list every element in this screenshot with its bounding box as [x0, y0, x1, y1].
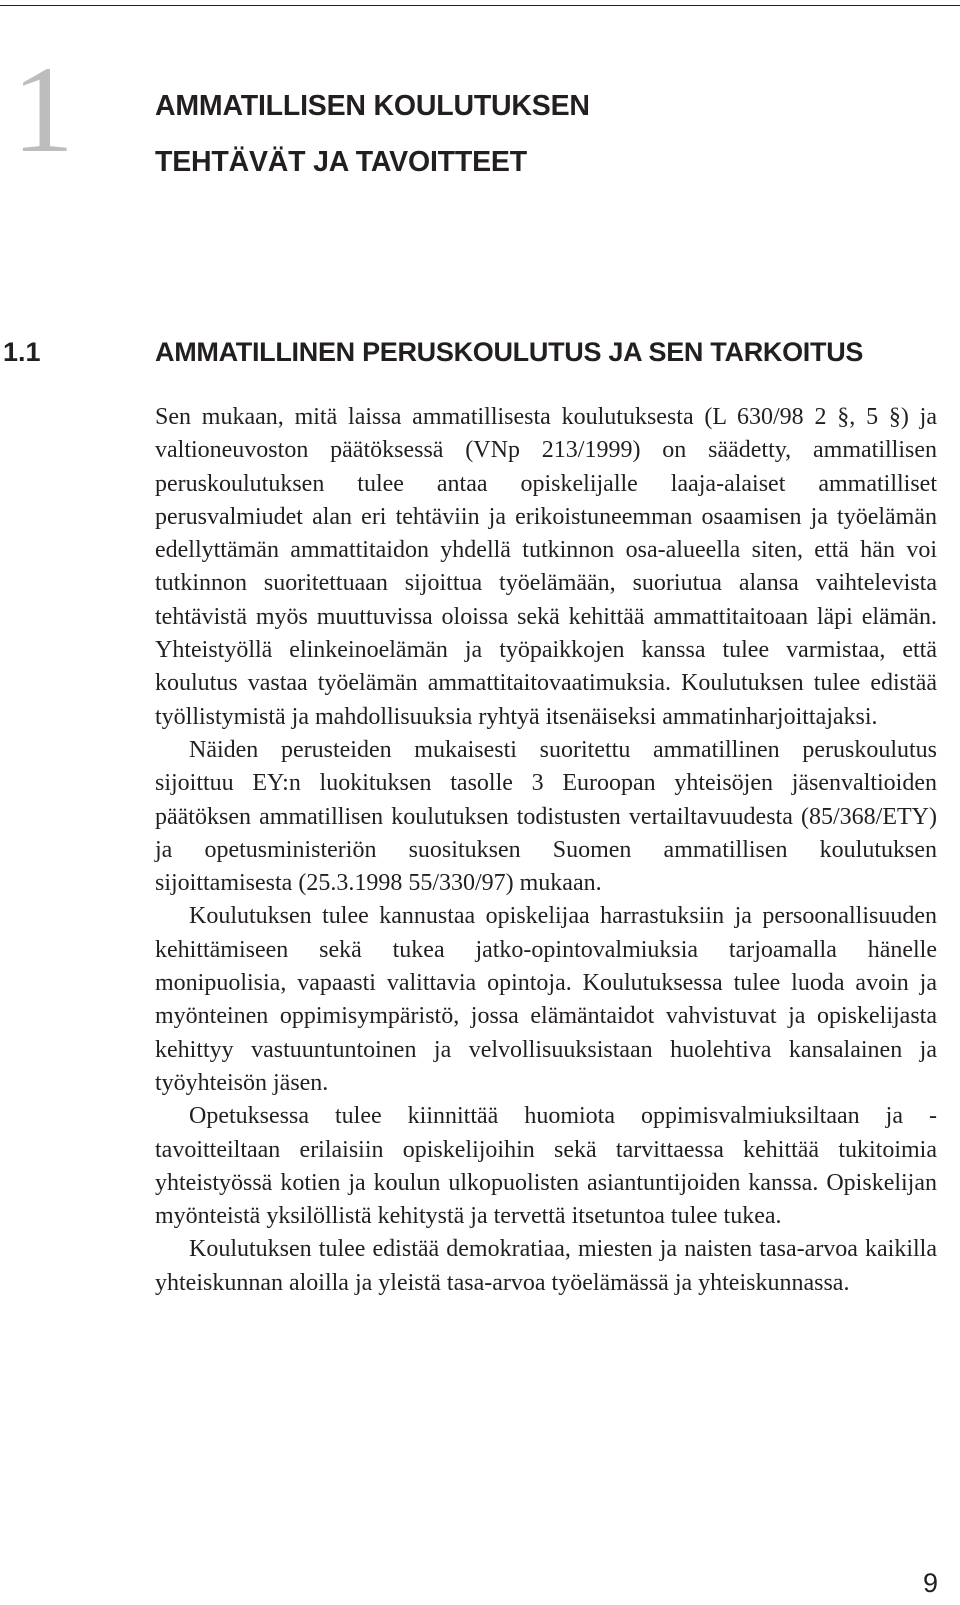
section-title: AMMATILLINEN PERUSKOULUTUS JA SEN TARKOITUS	[155, 337, 864, 367]
body-text	[155, 401, 937, 1300]
paragraph-4: Opetuksessa tulee kiinnittää huomiota oppimisvalmiuksiltaan ja -tavoitteiltaan erilaisiin opiskelijoihin sekä tarvittaessa kehittää tukitoimia yhteistyössä kotien ja koulun ulkopuolisten asiantuntijoiden kanssa. Opiskelijan myönteistä yksilöllistä kehitystä ja tervettä itsetuntoa tulee tukea.	[155, 1103, 937, 1230]
paragraph-5: Koulutuksen tulee edistää demokratiaa, miesten ja naisten tasa-arvoa kaikilla yhteiskunnan aloilla ja yleistä tasa-arvoa työelämässä ja yhteiskunnassa.	[155, 1236, 937, 1296]
chapter-title-line-2: TEHTÄVÄT JA TAVOITTEET	[155, 146, 527, 178]
top-rule	[0, 5, 960, 6]
chapter-number: 1	[12, 41, 74, 178]
page-number: 9	[922, 1568, 938, 1598]
chapter-title-line-1: AMMATILLISEN KOULUTUKSEN	[155, 90, 590, 122]
paragraph-2: Näiden perusteiden mukaisesti suoritettu ammatillinen peruskoulutus sijoittuu EY:n luokituksen tasolle 3 Euroopan yhteisöjen jäsenvaltioiden päätöksen ammatillisen koulutuksen todistusten vertailtavuudesta (85/368/ETY) ja opetusministeriön suosituksen Suomen ammatillisen koulutuksen sijoittamisesta (25.3.1998 55/330/97) mukaan.	[155, 736, 937, 897]
section-number: 1.1	[3, 337, 41, 367]
chapter-title	[155, 78, 590, 190]
paragraph-3: Koulutuksen tulee kannustaa opiskelijaa harrastuksiin ja persoonallisuuden kehittämiseen sekä tukea jatko-opintovalmiuksia tarjoamalla hänelle monipuolisia, vapaasti valittavia opintoja. Koulutuksessa tulee luoda avoin ja myönteinen oppimisympäristö, jossa elämäntaidot vahvistuvat ja opiskelijasta kehittyy vastuuntuntoinen ja velvollisuuksistaan huolehtiva kansalainen ja työyhteisön jäsen.	[155, 903, 937, 1096]
paragraph-1: Sen mukaan, mitä laissa ammatillisesta koulutuksesta (L 630/98 2 §, 5 §) ja valtioneuvoston päätöksessä (VNp 213/1999) on säädetty, ammatillisen peruskoulutuksen tulee antaa opiskelijalle laaja-alaiset ammatilliset perusvalmiudet alan eri tehtäviin ja erikoistuneemman osaamisen ja työelämän edellyttämän ammattitaidon yhdellä tutkinnon osa-alueella siten, että hän voi tutkinnon suoritettuaan sijoittua työelämään, suoriutua alansa vaihtelevista tehtävistä myös muuttuvissa oloissa sekä kehittää ammattitaitoaan läpi elämän. Yhteistyöllä elinkeinoelämän ja työpaikkojen kanssa tulee varmistaa, että koulutus vastaa työelämän ammattitaitovaatimuksia. Koulutuksen tulee edistää työllistymistä ja mahdollisuuksia ryhtyä itsenäiseksi ammatinharjoittajaksi.	[155, 404, 937, 730]
